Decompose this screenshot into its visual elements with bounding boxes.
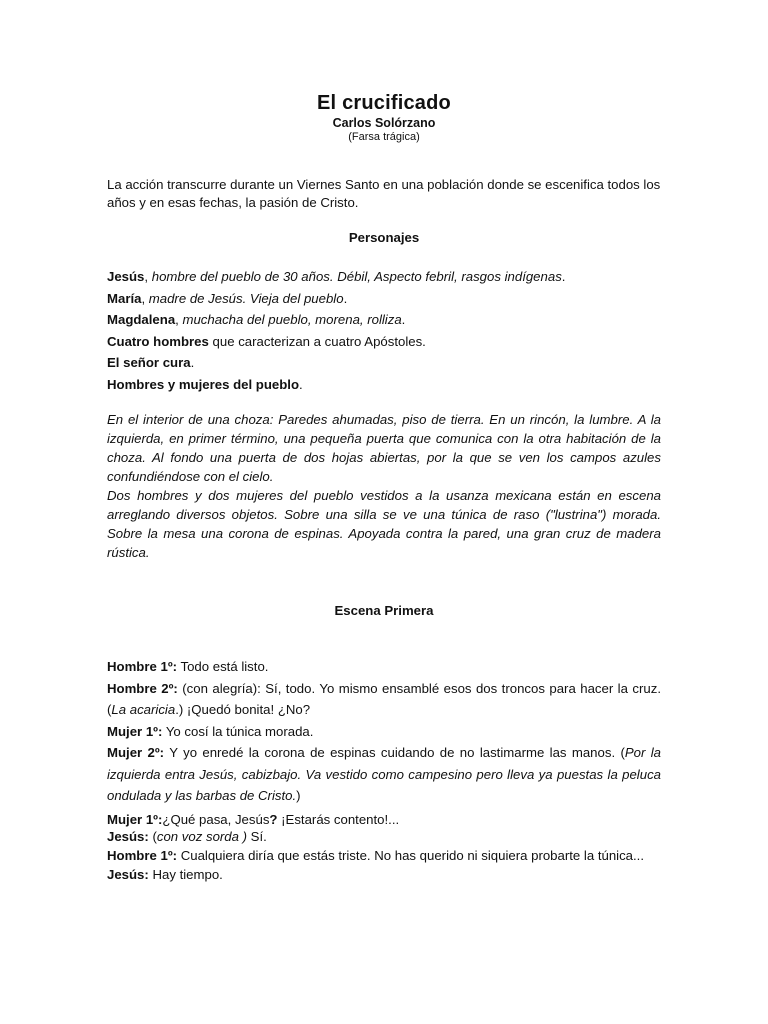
stage-direction: La acaricia xyxy=(111,702,176,717)
character-pueblo: Hombres y mujeres del pueblo. xyxy=(107,376,303,392)
dialogue-line: Hombre 1º: Cualquiera diría que estás triste. No has querido ni siquiera probarte la túnica... xyxy=(107,847,644,863)
stage-direction: Por la izquierda entra Jesús, cabizbajo. Va vestido como campesino pero lleva ya puestas la peluca ondulada y las barbas de Cristo. xyxy=(107,745,661,803)
character-cuatro-hombres xyxy=(107,331,661,353)
dialogue-line: Hombre 1º: Todo está listo. xyxy=(107,659,269,674)
dialogue-line: Mujer 2º: Y yo enredé la corona de espinas cuidando de no lastimarme las manos. (Por la izquierda entra Jesús, cabizbajo. Va vestido como campesino pero lleva ya puestas la peluca ondulada y las barbas de Cristo.) xyxy=(107,745,661,803)
personajes-heading: Personajes xyxy=(348,230,420,245)
character-list xyxy=(107,266,661,395)
character-name: Cuatro hombres xyxy=(107,333,209,349)
character-description: madre de Jesús. Vieja del pueblo xyxy=(148,290,344,306)
character-jesus: Jesús, hombre del pueblo de 30 años. Débil, Aspecto febril, rasgos indígenas. xyxy=(107,269,566,284)
document-header xyxy=(0,92,768,144)
speaker: Mujer 2º: xyxy=(107,745,165,760)
stage-direction: con voz sorda ) xyxy=(156,828,248,844)
dialogue xyxy=(107,656,661,883)
dialogue-line: Jesús: (con voz sorda ) Sí. xyxy=(107,828,267,844)
speaker: Hombre 1º: xyxy=(107,659,178,674)
character-maria: María, madre de Jesús. Vieja del pueblo. xyxy=(107,290,348,306)
character-description: muchacha del pueblo, morena, rolliza xyxy=(182,312,402,327)
character-name: Jesús xyxy=(107,269,145,284)
character-name: El señor cura xyxy=(107,355,191,370)
dialogue-line: Jesús: Hay tiempo. xyxy=(107,867,223,882)
stage-directions xyxy=(107,410,661,562)
character-cura: El señor cura. xyxy=(107,355,195,370)
setting-paragraph: Dos hombres y dos mujeres del pueblo vestidos a la usanza mexicana están en escena arreglando diversos objetos. Sobre una silla se ve una túnica de raso ("lustrina") morada. Sobre la mesa una corona de espinas. Apoyada contra la pared, una gran cruz de madera rústica. xyxy=(107,488,661,560)
dialogue-line: Mujer 1º:¿Qué pasa, Jesús? ¡Estarás contento!... xyxy=(107,811,400,827)
character-name: Hombres y mujeres del pueblo xyxy=(107,376,300,392)
character-magdalena: Magdalena, muchacha del pueblo, morena, rolliza. xyxy=(107,312,406,327)
speaker: Hombre 1º: xyxy=(107,847,178,863)
speaker: Jesús: xyxy=(107,867,149,882)
intro-paragraph: La acción transcurre durante un Viernes Santo en una población donde se escenifica todos los años y en esas fechas, la pasión de Cristo. xyxy=(107,177,661,210)
speaker: Hombre 2º: xyxy=(107,680,178,696)
dialogue-line: Hombre 2º: (con alegría): Sí, todo. Yo mismo ensamblé esos dos troncos para hacer la cruz. (La acaricia.) ¡Quedó bonita! ¿No? xyxy=(107,680,661,717)
document-body xyxy=(107,176,661,883)
document-author: Carlos Solórzano xyxy=(332,116,436,130)
setting-paragraph: En el interior de una choza: Paredes ahumadas, piso de tierra. En un rincón, la lumbre. A la izquierda, en primer término, una pequeña puerta que comunica con la otra habitación de la choza. Al fondo una puerta de dos hojas abiertas, por la que se ven los campos azules confundiéndose con el cielo. xyxy=(107,412,661,484)
character-description: hombre del pueblo de 30 años. Débil, Aspecto febril, rasgos indígenas xyxy=(151,269,562,284)
escena-heading: Escena Primera xyxy=(334,603,434,618)
document-genre: (Farsa trágica) xyxy=(348,131,420,143)
speaker: Mujer 1º: xyxy=(107,811,163,827)
character-name: Magdalena xyxy=(107,312,176,327)
character-name: María xyxy=(107,290,142,306)
speaker: Jesús: xyxy=(107,828,149,844)
character-description: que caracterizan a cuatro Apóstoles. xyxy=(208,333,426,349)
document-title: El crucificado xyxy=(317,92,451,114)
dialogue-line: Mujer 1º: Yo cosí la túnica morada. xyxy=(107,723,314,739)
speaker: Mujer 1º: xyxy=(107,723,163,739)
